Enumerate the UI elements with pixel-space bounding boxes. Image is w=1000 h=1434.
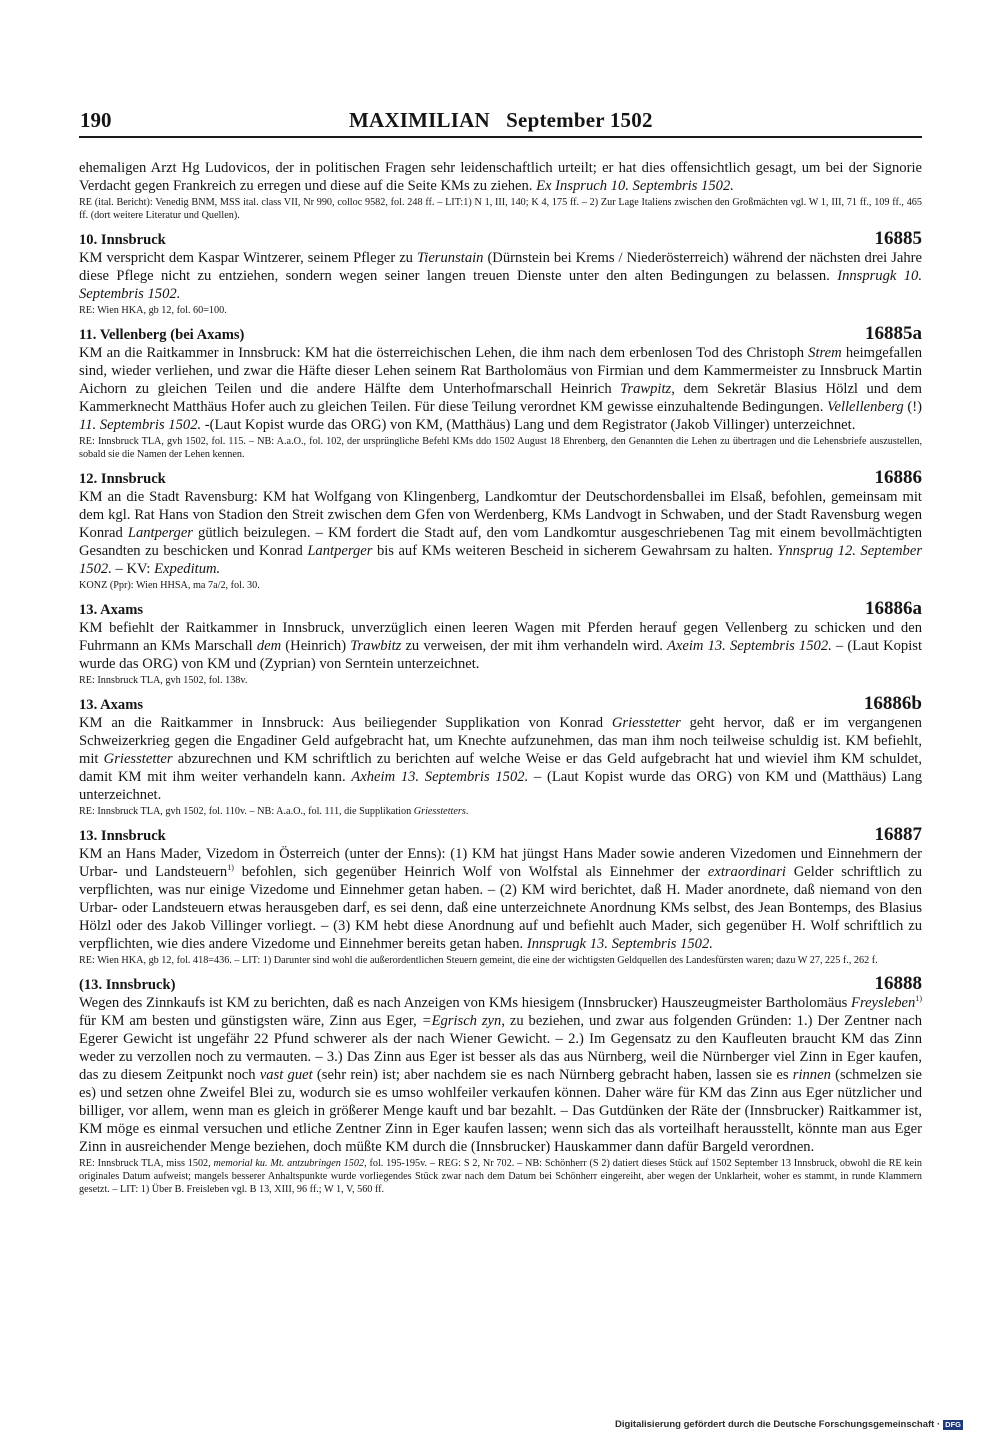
- page-number: 190: [80, 108, 112, 132]
- entry-place-date: 12. Innsbruck: [79, 471, 166, 487]
- entry-heading: [79, 468, 922, 488]
- entry-text: KM an Hans Mader, Vizedom in Österreich (unter der Enns): (1) KM hat jüngst Hans Mader sowie anderen Vizedomen und Einnehmern der Urbar- und Landsteuern$^{1)}$ befohlen, sich gegenüber Heinrich Wolf von Wolfstal als Einnehmer der extraordinari Gelder schriftlich zu verpflichten, was nur einige Vizedome und Einnehmer getan haben. – (2) KM wird berichtet, daß H. Mader anordnete, daß niemand von den Urbar- oder Landsteuern etwas herausgeben darf, es sei denn, daß eine unterzeichnete Anordnung KMs selbst, des Jean Bontemps, des Blasius Hölzl oder des Jakob Villinger vorliegt. – (3) KM hebt diese Anordnung auf und befiehlt auch Mader, sich gegenüber H. Wolf schriftlich zu verpflichten, wie dies andere Vizedome und Einnehmer bereits getan haben. Innsprugk 13. Septembris 1502.: [79, 846, 923, 952]
- header-rule: [79, 136, 922, 138]
- entry-note: RE: Innsbruck TLA, gvh 1502, fol. 138v.: [79, 675, 248, 686]
- entry-16885: [79, 229, 922, 317]
- entry-place-date: 10. Innsbruck: [79, 232, 166, 248]
- entry-note: RE: Wien HKA, gb 12, fol. 60=100.: [79, 305, 227, 316]
- entry-16886a: [79, 599, 922, 687]
- funding-credit: Digitalisierung gefördert durch die Deutsche Forschungsgemeinschaft ·: [614, 1419, 941, 1430]
- entry-16885a: [79, 324, 922, 461]
- entry-heading: [79, 229, 922, 249]
- entry-heading: [79, 599, 922, 619]
- entry-16886b: [79, 694, 922, 818]
- entry-place-date: 11. Vellenberg (bei Axams): [79, 327, 245, 343]
- entry-number: 16886b: [863, 693, 922, 714]
- running-title: MAXIMILIAN September 1502: [349, 108, 653, 132]
- entry-place-date: 13. Axams: [79, 602, 144, 618]
- entry-note: RE: Wien HKA, gb 12, fol. 418=436. – LIT: 1) Darunter sind wohl die außerordentlichen Steuern gemeint, die eine der wichtigsten Geldquellen des Landesfürsten waren; dazu W 27, 225 f., 262 f.: [79, 955, 878, 966]
- entry-number: 16886a: [865, 598, 922, 619]
- entry-place-date: 13. Axams: [79, 697, 144, 713]
- entry-number: 16885a: [865, 323, 922, 344]
- document-body: [79, 159, 922, 1196]
- entry-note: RE: Innsbruck TLA, gvh 1502, fol. 110v. – NB: A.a.O., fol. 111, die Supplikation Griesstetters.: [79, 806, 469, 817]
- footnote-marker: 1): [227, 863, 234, 873]
- entry-text: KM an die Raitkammer in Innsbruck: KM hat die österreichischen Lehen, die ihm nach dem erbenlosen Tod des Christoph Strem heimgefallen sind, wieder verliehen, und zwar die Häfte dieser Lehen seinem Rat Bartholomäus von Firmian und dem Kammermeister zu Innsbruck Martin Aichorn zu gleichen Teilen und die andere Hälfte dem Unterhofmarschall Heinrich Trawpitz, dem Sekretär Blasius Hölzl und dem Kammerknecht Matthäus Hofer auch zu gleichen Teilen. Für diese Teilung verordnet KM gewisse einzuhaltende Bedingungen. Vellellenberg (!) 11. Septembris 1502. -(Laut Kopist wurde das ORG) von KM, (Matthäus) Lang und dem Registrator (Jakob Villinger) unterzeichnet.: [79, 345, 923, 433]
- footnote-marker: 1): [915, 994, 922, 1004]
- entry-place-date: 13. Innsbruck: [79, 828, 166, 844]
- entry-number: 16885: [874, 228, 922, 249]
- entry-16887: [79, 825, 922, 967]
- entry-16886: [79, 468, 922, 592]
- funding-footer: [615, 1419, 963, 1430]
- document-page: [79, 104, 922, 1196]
- entry-16888: [79, 974, 922, 1196]
- entry-place-date: (13. Innsbruck): [79, 977, 176, 993]
- entry-heading: [79, 974, 922, 994]
- entry-text: ehemaligen Arzt Hg Ludovicos, der in politischen Fragen sehr leidenschaftlich urteilt; er hat dies offensichtlich gesagt, um bei der Signorie Verdacht gegen Frankreich zu erregen und diese auf die Seite KMs zu ziehen. Ex Inspruch 10. Septembris 1502.: [79, 160, 922, 194]
- entry-note: KONZ (Ppr): Wien HHSA, ma 7a/2, fol. 30.: [79, 580, 260, 591]
- entry-note: RE (ital. Bericht): Venedig BNM, MSS ital. class VII, Nr 990, colloc 9582, fol. 248 ff. – LIT:1) N 1, III, 140; K 4, 175 ff. – 2) Zur Lage Italiens zwischen den Großmächten vgl. W 1, III, 71 ff., 109 ff., 465 ff. (dort weitere Literatur und Quellen).: [79, 197, 922, 221]
- entry-text: KM an die Raitkammer in Innsbruck: Aus beiliegender Supplikation von Konrad Griesstetter geht hervor, daß er im vergangenen Schweizerkrieg gegen die Engadiner Geld aufgebracht hat, um Knechte aufzunehmen, das man ihm noch teilweise schuldig ist. KM befiehlt, mit Griesstetter abzurechnen und KM schriftlich zu berichten auf welche Weise er das Geld aufgebracht hat und wieviel ihm KM schuldet, damit KM mit ihm weiter verhandeln kann. Axheim 13. Septembris 1502. – (Laut Kopist wurde das ORG) von KM und (Matthäus) Lang unterzeichnet.: [79, 715, 922, 803]
- entry-text: KM befiehlt der Raitkammer in Innsbruck, unverzüglich einen leeren Wagen mit Pferden herauf gegen Vellenberg zu schicken und den Fuhrmann an KMs Marschall dem (Heinrich) Trawbitz zu verweisen, der mit ihm verhandeln wird. Axeim 13. Septembris 1502. – (Laut Kopist wurde das ORG) von KM und (Zyprian) von Serntein unterzeichnet.: [79, 620, 922, 672]
- entry-number: 16886: [874, 467, 922, 488]
- intro-continuation: [79, 159, 922, 222]
- entry-note: RE: Innsbruck TLA, miss 1502, memorial ku. Mt. antzubringen 1502, fol. 195-195v. – REG: S 2, Nr 702. – NB: Schönherr (S 2) datiert dieses Stück auf 1502 September 13 Innsbruck, obwohl die RE kein originales Datum aufweist; mangels besserer Anhaltspunkte wurde vorliegendes Stück zwar nach dem Datum bei Schönherr eingereiht, aber wegen der Unklarheit, woher es stammt, in runde Klammern gesetzt. – LIT: 1) Über B. Freisleben vgl. B 13, XIII, 96 ff.; W 1, V, 560 ff.: [79, 1158, 922, 1195]
- entry-number: 16888: [874, 973, 922, 994]
- entry-text: KM an die Stadt Ravensburg: KM hat Wolfgang von Klingenberg, Landkomtur der Deutschordensballei im Elsaß, befohlen, gemeinsam mit dem kgl. Rat Hans von Stadion den Streit zwischen dem Gfen von Werdenberg, KMs Landvogt in Schwaben, und der Stadt Ravensburg wegen Konrad Lantperger gütlich beizulegen. – KM fordert die Stadt auf, den vom Landkomtur ausgeschriebenen Tag mit einem bevollmächtigten Gesandten zu beschicken und Konrad Lantperger bis auf KMs weiteren Bescheid in sicherem Gewahrsam zu halten. Ynnsprug 12. September 1502. – KV: Expeditum.: [79, 489, 922, 577]
- entry-number: 16887: [874, 824, 922, 845]
- dfg-logo: DFG: [945, 1419, 961, 1429]
- entry-text: Wegen des Zinnkaufs ist KM zu berichten, daß es nach Anzeigen von KMs hiesigem (Innsbrucker) Hauszeugmeister Bartholomäus Freysleben$^{1)}$ für KM am besten und günstigsten wäre, Zinn aus Eger, =Egrisch zyn, zu beziehen, und zwar aus folgenden Gründen: 1.) Der Zentner nach Egerer Gewicht ist ungefähr 22 Pfund schwerer als der nach Wiener Gewicht. – 2.) Im Gegensatz zu den Kaufleuten braucht KM das Zinn weder zu verzollen noch zu vermauten. – 3.) Das Zinn aus Eger ist besser als das aus Nürnberg, weil die Nürnberger viel Zinn in Eger kaufen, das zu diesem Zeitpunkt noch vast guet (sehr rein) ist; aber nachdem sie es nach Nürnberg gebracht haben, lassen sie es rinnen (schmelzen sie es) und setzen ohne Zweifel Blei zu, wodurch sie es umso wohlfeiler verkaufen können. Daher wäre für KM das Zinn aus Eger nützlicher und billiger, vor allem, wenn man es gleich in größerer Menge kauft und bar bezahlt. – Das Gutdünken der Räte der (Innsbrucker) Raitkammer ist, KM möge es einmal versuchen und etliche Zentner Zinn in Eger kaufen lassen; wenn sich das als vorteilhaft herausstellt, könnte man aus Eger Zinn in ausreichender Menge beziehen, doch müßte KM durch die (Innsbrucker) Hauskammer dann dafür Bargeld verordnen.: [79, 994, 923, 1155]
- entry-text: KM verspricht dem Kaspar Wintzerer, seinem Pfleger zu Tierunstain (Dürnstein bei Krems / Niederösterreich) während der nächsten drei Jahre diese Pflege nicht zu entziehen, sondern wegen seiner langen treuen Dienste unter den alten Bedingungen zu belassen. Innsprugk 10. Septembris 1502.: [79, 250, 922, 302]
- entry-note: RE: Innsbruck TLA, gvh 1502, fol. 115. – NB: A.a.O., fol. 102, der ursprüngliche Befehl KMs ddo 1502 August 18 Ehrenberg, den Genannten die Lehen zu übertragen und die Lehensbriefe auszustellen, sobald sie die Namen der Lehen kennen.: [79, 436, 922, 460]
- entry-heading: [79, 324, 922, 344]
- entry-heading: [79, 694, 922, 714]
- page-header: [79, 104, 922, 138]
- entry-heading: [79, 825, 922, 845]
